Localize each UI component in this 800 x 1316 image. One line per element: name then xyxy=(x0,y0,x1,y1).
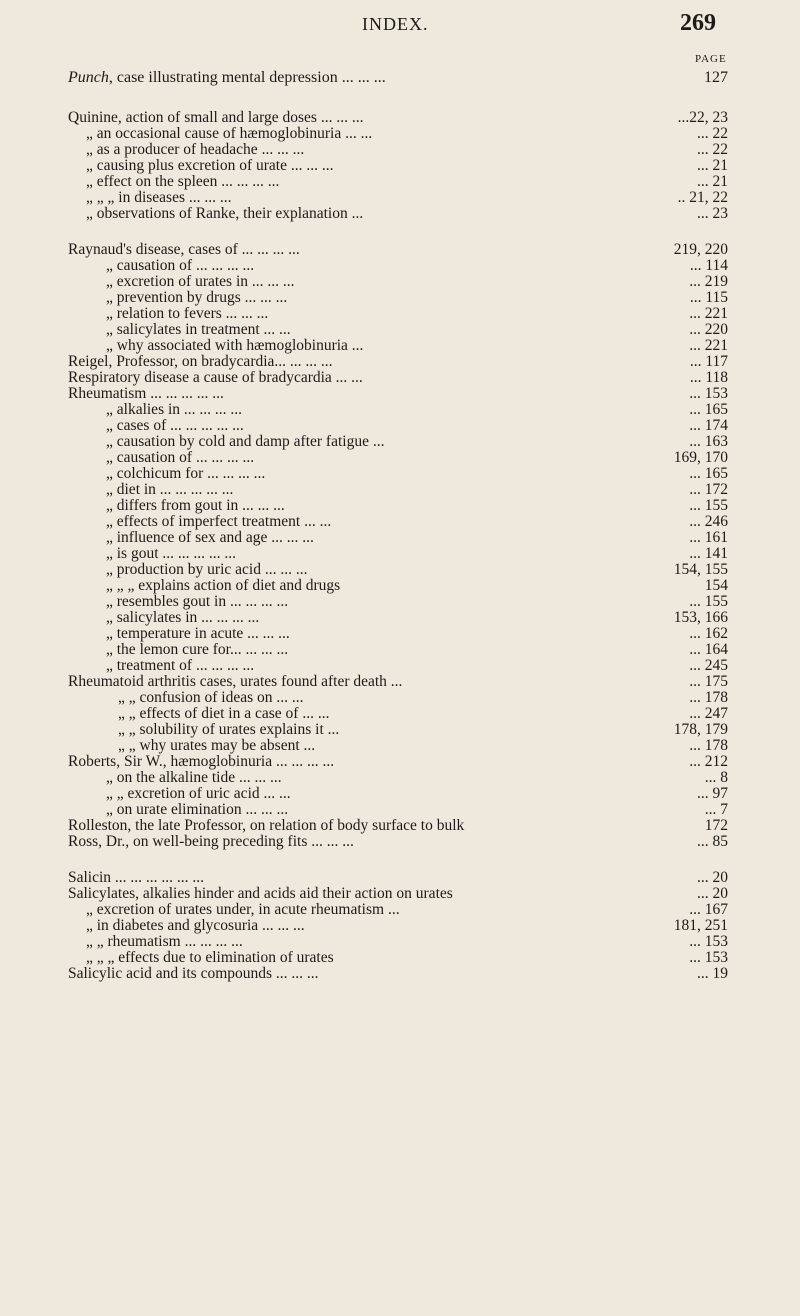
entry-page: ... 161 xyxy=(689,529,728,546)
entry-text: „ on the alkaline tide ... ... ... xyxy=(106,769,282,786)
index-entry xyxy=(68,818,728,834)
entry-page: ... 220 xyxy=(689,321,728,338)
entry-text: „ „ effects of diet in a case of ... ... xyxy=(118,705,330,722)
index-entry xyxy=(68,66,728,90)
entry-page: ... 174 xyxy=(689,417,728,434)
entry-text: Raynaud's disease, cases of ... ... ... ... xyxy=(68,241,300,258)
entry-page: ... 153 xyxy=(689,385,728,402)
entry-text: „ effects of imperfect treatment ... ... xyxy=(106,513,332,530)
index-entry xyxy=(68,290,728,306)
entry-page: 127 xyxy=(704,69,728,86)
entry-page: ... 219 xyxy=(689,273,728,290)
entry-text: „ „ excretion of uric acid ... ... xyxy=(106,785,291,802)
index-entry xyxy=(68,206,728,222)
entry-page: ... 165 xyxy=(689,465,728,482)
entry-page: .. 21, 22 xyxy=(677,189,728,206)
entry-text: „ differs from gout in ... ... ... xyxy=(106,497,285,514)
entry-text: „ an occasional cause of hæmoglobinuria ... ... xyxy=(86,125,373,142)
entry-text: „ „ rheumatism ... ... ... ... xyxy=(86,933,243,950)
entry-text: „ causing plus excretion of urate ... ... ... xyxy=(86,157,334,174)
entry-page: ... 175 xyxy=(689,673,728,690)
index-entry xyxy=(68,626,728,642)
index-entry xyxy=(68,886,728,902)
entry-page: ... 155 xyxy=(689,497,728,514)
index-entry xyxy=(68,690,728,706)
index-entry xyxy=(68,870,728,886)
entry-page: 154, 155 xyxy=(673,561,728,578)
entry-page: ... 8 xyxy=(704,769,728,786)
entry-text: Ross, Dr., on well-being preceding fits ... ... ... xyxy=(68,833,354,850)
entry-text: „ „ „ effects due to elimination of urates xyxy=(86,949,334,966)
index-entry xyxy=(68,450,728,466)
entry-page: 153, 166 xyxy=(673,609,728,626)
entry-page: ... 97 xyxy=(697,785,728,802)
entry-text: „ alkalies in ... ... ... ... xyxy=(106,401,243,418)
entry-page: ... 20 xyxy=(697,869,728,886)
index-entry xyxy=(68,338,728,354)
entry-page: ... 153 xyxy=(689,949,728,966)
page-number: 269 xyxy=(680,10,716,36)
page-column-label: PAGE xyxy=(695,53,727,65)
entry-page: ... 221 xyxy=(689,337,728,354)
entry-page: ... 21 xyxy=(697,173,728,190)
index-entry xyxy=(68,242,728,258)
index-entry xyxy=(68,190,728,206)
index-entry xyxy=(68,722,728,738)
entry-page: ... 162 xyxy=(689,625,728,642)
page-header xyxy=(0,8,800,38)
index-entry xyxy=(68,322,728,338)
entry-page: ... 178 xyxy=(689,689,728,706)
index-entry xyxy=(68,258,728,274)
entry-text: Rheumatism ... ... ... ... ... xyxy=(68,385,224,402)
entry-text: „ observations of Ranke, their explanation ... xyxy=(86,205,364,222)
entry-text: „ „ „ explains action of diet and drugs xyxy=(106,577,341,594)
entry-page: 178, 179 xyxy=(673,721,728,738)
entry-text: „ salicylates in ... ... ... ... xyxy=(106,609,260,626)
entry-text: „ the lemon cure for... ... ... ... xyxy=(106,641,289,658)
section-gap xyxy=(68,850,728,870)
entry-page: ... 245 xyxy=(689,657,728,674)
entry-text: „ temperature in acute ... ... ... xyxy=(106,625,290,642)
index-entry xyxy=(68,902,728,918)
index-entry xyxy=(68,658,728,674)
entry-text: Salicylates, alkalies hinder and acids aid their action on urates xyxy=(68,885,453,902)
entry-page: ... 85 xyxy=(697,833,728,850)
index-entry xyxy=(68,642,728,658)
index-entry xyxy=(68,546,728,562)
index-entry xyxy=(68,142,728,158)
index-entry xyxy=(68,354,728,370)
index-entry xyxy=(68,934,728,950)
index-entry xyxy=(68,770,728,786)
page-title: INDEX. xyxy=(362,14,429,34)
entry-page: ... 21 xyxy=(697,157,728,174)
entry-text: „ effect on the spleen ... ... ... ... xyxy=(86,173,280,190)
index-entry xyxy=(68,482,728,498)
entry-text: „ on urate elimination ... ... ... xyxy=(106,801,289,818)
index-entry xyxy=(68,466,728,482)
entry-text: „ „ solubility of urates explains it ... xyxy=(118,721,340,738)
entry-text: „ „ confusion of ideas on ... ... xyxy=(118,689,304,706)
entry-page: ... 178 xyxy=(689,737,728,754)
entry-text: Respiratory disease a cause of bradycardia ... ... xyxy=(68,369,363,386)
index-entry xyxy=(68,418,728,434)
index-entry xyxy=(68,530,728,546)
index-entry xyxy=(68,158,728,174)
index-entry xyxy=(68,738,728,754)
entry-page: ... 155 xyxy=(689,593,728,610)
entry-page: 181, 251 xyxy=(673,917,728,934)
index-entry xyxy=(68,706,728,722)
index-entry xyxy=(68,498,728,514)
entry-text: „ causation of ... ... ... ... xyxy=(106,257,255,274)
entry-page: 169, 170 xyxy=(673,449,728,466)
entry-text: „ salicylates in treatment ... ... xyxy=(106,321,291,338)
entry-text: Quinine, action of small and large doses ... ... ... xyxy=(68,109,364,126)
entry-page: ... 22 xyxy=(697,141,728,158)
entry-text: Rolleston, the late Professor, on relation of body surface to bulk xyxy=(68,817,465,834)
entry-page: ... 163 xyxy=(689,433,728,450)
entry-text: „ in diabetes and glycosuria ... ... ... xyxy=(86,917,305,934)
entry-page: ... 165 xyxy=(689,401,728,418)
index-entry xyxy=(68,514,728,530)
section-gap xyxy=(68,90,728,110)
entry-page: ... 19 xyxy=(697,965,728,982)
entry-text: „ causation by cold and damp after fatigue ... xyxy=(106,433,385,450)
entry-page: ... 23 xyxy=(697,205,728,222)
entry-text: Salicin ... ... ... ... ... ... xyxy=(68,869,205,886)
index-entry xyxy=(68,402,728,418)
entry-text: Reigel, Professor, on bradycardia... ... ... ... xyxy=(68,353,333,370)
entry-text: „ influence of sex and age ... ... ... xyxy=(106,529,314,546)
index-entries xyxy=(68,66,728,982)
entry-text: Roberts, Sir W., hæmoglobinuria ... ... ... ... xyxy=(68,753,335,770)
index-entry xyxy=(68,562,728,578)
index-entry xyxy=(68,674,728,690)
index-entry xyxy=(68,610,728,626)
index-entry xyxy=(68,966,728,982)
entry-page: ...22, 23 xyxy=(677,109,728,126)
entry-text: „ causation of ... ... ... ... xyxy=(106,449,255,466)
entry-text: „ is gout ... ... ... ... ... xyxy=(106,545,237,562)
entry-text: „ „ why urates may be absent ... xyxy=(118,737,316,754)
entry-page: 154 xyxy=(704,577,728,594)
entry-page: ... 153 xyxy=(689,933,728,950)
entry-page: ... 118 xyxy=(689,369,728,386)
index-entry xyxy=(68,110,728,126)
entry-text: „ production by uric acid ... ... ... xyxy=(106,561,308,578)
entry-page: 172 xyxy=(704,817,728,834)
entry-text: „ resembles gout in ... ... ... ... xyxy=(106,593,289,610)
entry-page: ... 141 xyxy=(689,545,728,562)
entry-page: ... 221 xyxy=(689,305,728,322)
index-entry xyxy=(68,594,728,610)
entry-text: „ relation to fevers ... ... ... xyxy=(106,305,269,322)
entry-text: „ treatment of ... ... ... ... xyxy=(106,657,255,674)
entry-page: ... 164 xyxy=(689,641,728,658)
entry-page: 219, 220 xyxy=(673,241,728,258)
index-entry xyxy=(68,802,728,818)
entry-page: ... 212 xyxy=(689,753,728,770)
index-entry xyxy=(68,434,728,450)
entry-text: „ „ „ in diseases ... ... ... xyxy=(86,189,232,206)
section-gap xyxy=(68,222,728,242)
entry-text: Salicylic acid and its compounds ... ... ... xyxy=(68,965,319,982)
index-entry xyxy=(68,578,728,594)
index-entry xyxy=(68,386,728,402)
index-entry xyxy=(68,918,728,934)
index-entry xyxy=(68,370,728,386)
index-entry xyxy=(68,950,728,966)
index-entry xyxy=(68,126,728,142)
entry-text: „ colchicum for ... ... ... ... xyxy=(106,465,266,482)
entry-text: „ why associated with hæmoglobinuria ... xyxy=(106,337,364,354)
entry-page: ... 7 xyxy=(704,801,728,818)
entry-page: ... 22 xyxy=(697,125,728,142)
entry-page: ... 114 xyxy=(689,257,728,274)
entry-text: Punch, case illustrating mental depression ... ... ... xyxy=(68,69,386,86)
entry-text: „ prevention by drugs ... ... ... xyxy=(106,289,288,306)
entry-text: „ cases of ... ... ... ... ... xyxy=(106,417,244,434)
index-entry xyxy=(68,274,728,290)
entry-text: „ diet in ... ... ... ... ... xyxy=(106,481,234,498)
index-entry xyxy=(68,786,728,802)
entry-page: ... 246 xyxy=(689,513,728,530)
index-entry xyxy=(68,306,728,322)
entry-text: „ excretion of urates under, in acute rheumatism ... xyxy=(86,901,400,918)
index-entry xyxy=(68,754,728,770)
index-entry xyxy=(68,174,728,190)
entry-page: ... 167 xyxy=(689,901,728,918)
entry-text: Rheumatoid arthritis cases, urates found after death ... xyxy=(68,673,403,690)
entry-page: ... 115 xyxy=(689,289,728,306)
entry-text: „ as a producer of headache ... ... ... xyxy=(86,141,305,158)
index-entry xyxy=(68,834,728,850)
entry-page: ... 247 xyxy=(689,705,728,722)
entry-page: ... 117 xyxy=(689,353,728,370)
entry-page: ... 172 xyxy=(689,481,728,498)
entry-page: ... 20 xyxy=(697,885,728,902)
entry-text: „ excretion of urates in ... ... ... xyxy=(106,273,295,290)
